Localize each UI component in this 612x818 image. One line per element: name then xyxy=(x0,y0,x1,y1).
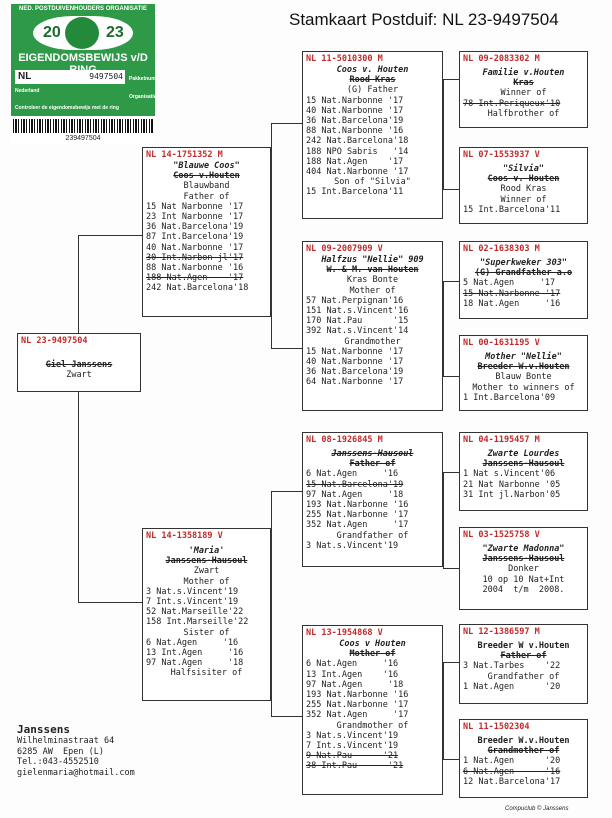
pigeon-color: Donker xyxy=(508,564,539,575)
race-result: 40 Nat.Narbonne '17 xyxy=(306,357,404,368)
ring-number: NL 07-1553937 V xyxy=(463,150,540,160)
pedigree-note: (G) Grandfather a.o xyxy=(474,268,573,279)
pigeon-box-sire-dam xyxy=(302,241,443,411)
race-result: 188 Nat.Agen '17 xyxy=(306,156,404,167)
connector-line xyxy=(443,662,444,759)
pigeon-name: Coos v. Houten xyxy=(336,65,409,75)
connector-line xyxy=(78,602,142,603)
race-result: 5 Nat.Agen '17 xyxy=(463,278,556,289)
certificate-card xyxy=(11,4,165,116)
connector-line xyxy=(443,759,459,760)
race-result: 10 op 10 Nat+Int xyxy=(482,574,565,585)
pigeon-box-ddd xyxy=(459,719,588,798)
ring-number: NL 02-1638303 M xyxy=(463,244,540,254)
race-result: 88 Nat.Narbonne '16 xyxy=(146,263,244,274)
pigeon-box-ssd xyxy=(459,147,588,224)
pigeon-color: Kras Bonte xyxy=(346,275,399,286)
race-result: 97 Nat.Agen '18 xyxy=(146,658,244,669)
race-result: 255 Nat.Narbonne '17 xyxy=(306,700,409,711)
pigeon-box-dam xyxy=(142,528,271,701)
race-result: 2004 t/m 2008. xyxy=(482,584,565,595)
pigeon-breeder: W. & M. van Houten xyxy=(326,265,419,276)
ring-number: NL 00-1631195 V xyxy=(463,338,540,348)
pigeon-breeder: Familie v.Houten xyxy=(482,68,565,78)
certificate-org: NED. POSTDUIVENHOUDERS ORGANISATIE xyxy=(19,6,147,12)
race-result: 12 Nat.Barcelona'17 xyxy=(463,776,561,787)
pigeon-box-dam-sire xyxy=(302,432,443,567)
npo-logo-icon xyxy=(65,17,99,49)
connector-line xyxy=(78,235,142,236)
ring-number: NL 09-2083302 M xyxy=(463,54,540,64)
certificate-ring-number: 9497504 xyxy=(89,72,123,81)
race-result: 13 Int.Agen '16 xyxy=(306,669,399,680)
race-result: 158 Int.Marseille'22 xyxy=(146,617,249,628)
connector-line xyxy=(443,79,459,80)
ring-number: NL 11-5010300 M xyxy=(306,54,383,64)
race-result: 242 Nat.Barcelona'18 xyxy=(146,283,249,294)
pigeon-breeder: Janssens-Hausoul xyxy=(165,556,248,567)
pigeon-breeder: Breeder W v.Houten xyxy=(477,641,570,651)
race-result: 36 Nat.Barcelona'19 xyxy=(306,367,404,378)
pigeon-breeder: Janssens-Hausoul xyxy=(482,459,565,470)
pedigree-note: Halfsisiter of xyxy=(170,668,243,679)
ring-number: NL 13-1954868 V xyxy=(306,628,383,638)
race-result: 3 Nat.s.Vincent'19 xyxy=(306,540,399,551)
race-result: 242 Nat.Barcelona'18 xyxy=(306,136,409,147)
connector-line xyxy=(443,281,444,376)
pigeon-name: "Superkweker 303" xyxy=(480,258,567,268)
race-result: 15 Nat Narbonne '17 xyxy=(146,201,244,212)
pigeon-color: Rood Kras xyxy=(500,184,547,195)
pedigree-note: Mother to winners of xyxy=(472,382,575,393)
race-result: 193 Nat.Narbonne '16 xyxy=(306,690,409,701)
pedigree-note: Mother of xyxy=(349,285,396,296)
pigeon-color: Blauwband xyxy=(183,181,230,192)
pigeon-details xyxy=(303,639,442,772)
pedigree-note: Father of xyxy=(349,459,396,470)
race-result: 1 Nat.Agen '20 xyxy=(463,756,561,767)
race-result: 6 Nat.Agen '16 xyxy=(146,637,239,648)
race-result: 255 Nat.Narbonne '17 xyxy=(306,510,409,521)
pigeon-color: Blauw Bonte xyxy=(495,372,552,383)
race-result: 87 Int.Barcelona'19 xyxy=(146,232,244,243)
pedigree-note: Grandfather of xyxy=(487,671,560,682)
pigeon-details xyxy=(303,255,442,388)
pedigree-note: Father of xyxy=(500,651,547,662)
ring-certificate xyxy=(11,4,165,145)
certificate-control-text: Controleer de eigendomsbewijs met de ring xyxy=(15,105,119,111)
pedigree-note: Mother of xyxy=(349,649,396,660)
race-result: 3 Nat.s.Vincent'19 xyxy=(146,586,239,597)
pigeon-color: Kras xyxy=(513,78,534,89)
pedigree-note: Winner of xyxy=(500,194,547,205)
race-result: 3 Nat.s.Vincent'19 xyxy=(306,730,399,741)
race-result: 64 Nat.Narbonne '17 xyxy=(306,377,404,388)
pigeon-details xyxy=(303,65,442,198)
connector-line xyxy=(78,235,79,333)
pedigree-note: Sister of xyxy=(183,627,230,638)
pigeon-color: Rood Kras xyxy=(349,75,396,86)
race-result: 30 Int.Narbon jl'17 xyxy=(146,252,244,263)
connector-line xyxy=(443,376,459,377)
race-result: 52 Nat.Marseille'22 xyxy=(146,607,244,618)
pigeon-details xyxy=(460,352,587,403)
ring-number: NL 23-9497504 xyxy=(21,336,88,346)
race-result: 36 Nat.Barcelona'19 xyxy=(306,116,404,127)
race-result: 15 Nat.Narbonne '17 xyxy=(463,288,561,299)
race-result: 57 Nat.Perpignan'16 xyxy=(306,295,404,306)
pigeon-details xyxy=(460,164,587,215)
pigeon-breeder: Coos v. Houten xyxy=(487,174,560,185)
race-result: 31 Int jl.Narbon'05 xyxy=(463,489,561,500)
pigeon-box-dsd xyxy=(459,527,588,610)
connector-line xyxy=(443,472,444,568)
race-result: 15 Nat.Narbonne '17 xyxy=(306,95,404,106)
owner-address xyxy=(17,723,197,778)
ring-number: NL 14-1751352 M xyxy=(146,150,223,160)
race-result: 1 Nat s.Vincent'06 xyxy=(463,469,556,480)
connector-line xyxy=(271,123,302,124)
race-result: 188 Nat.Agen '17 xyxy=(146,273,244,284)
race-result: 3 Nat.Tarbes '22 xyxy=(463,661,561,672)
race-result: 21 Nat Narbonne '05 xyxy=(463,479,561,490)
race-result: 6 Nat.Agen '16 xyxy=(463,766,561,777)
pigeon-details xyxy=(460,544,587,595)
race-result: 7 Int.s.Vincent'19 xyxy=(306,741,399,752)
pigeon-name: "Zwarte Madonna" xyxy=(482,544,565,554)
pedigree-note: Grandmother xyxy=(344,336,401,347)
pigeon-details xyxy=(460,68,587,119)
pigeon-box-sss xyxy=(459,51,588,128)
race-result: 97 Nat.Agen '18 xyxy=(306,489,404,500)
race-result: 15 Nat.Barcelona'19 xyxy=(306,479,404,490)
pigeon-details xyxy=(18,360,140,380)
connector-line xyxy=(78,392,79,602)
race-result: 352 Nat.Agen '17 xyxy=(306,710,409,721)
race-result: 6 Nat.Agen '16 xyxy=(306,659,399,670)
pigeon-breeder: Breeder W.v.Houten xyxy=(477,736,570,746)
pigeon-box-dss xyxy=(459,432,588,511)
page-title: Stamkaart Postduif: NL 23-9497504 xyxy=(289,10,559,29)
connector-line xyxy=(443,189,459,190)
pigeon-box-sire xyxy=(142,147,271,317)
ring-number: NL 04-1195457 M xyxy=(463,435,540,445)
pigeon-box-sds xyxy=(459,241,588,319)
pedigree-note: Son of "Silvia" xyxy=(334,177,411,188)
race-result: 78 Int.Periqueux'10 xyxy=(463,98,561,109)
race-result: 1 Nat.Agen '20 xyxy=(463,681,561,692)
connector-line xyxy=(271,491,272,716)
connector-line xyxy=(271,491,302,492)
pigeon-color: Zwart xyxy=(66,370,92,381)
race-result: 1 Int.Barcelona'09 xyxy=(463,392,556,403)
pedigree-note: Winner of xyxy=(500,88,547,99)
race-result: 40 Nat.Narbonne '17 xyxy=(146,242,244,253)
race-result: 15 Int.Barcelona'11 xyxy=(306,187,404,198)
race-result: 88 Nat.Narbonne '16 xyxy=(306,126,404,137)
pigeon-box-dds xyxy=(459,624,588,704)
certificate-organisatie: Organisatie xyxy=(129,94,157,100)
pedigree-note: Grandmother of xyxy=(336,720,409,731)
pigeon-name: Giel Janssens xyxy=(45,360,113,370)
race-result: 6 Nat.Agen '16 xyxy=(306,469,399,480)
pigeon-box-sdd xyxy=(459,335,588,411)
pigeon-breeder: Coos v.Houten xyxy=(173,171,240,182)
certificate-year-right: 23 xyxy=(106,24,124,41)
pedigree-note: (G) Father xyxy=(346,85,399,96)
pigeon-breeder: Coos v Houten xyxy=(339,639,406,649)
certificate-country: NL xyxy=(18,71,32,82)
certificate-pakket: Pakketnummer xyxy=(129,76,165,82)
certificate-ring-field xyxy=(15,70,125,84)
barcode-number: 239497504 xyxy=(65,135,101,142)
pigeon-details xyxy=(460,641,587,692)
pigeon-box-sire-sire xyxy=(302,51,443,219)
footer-credit: Compuclub © Janssens xyxy=(505,806,569,812)
pigeon-name: 'Maria' xyxy=(188,546,225,556)
ring-number: NL 03-1525758 V xyxy=(463,530,540,540)
race-result: 40 Nat.Narbonne '17 xyxy=(306,105,404,116)
race-result: 9 Nat.Pau '21 xyxy=(306,751,399,762)
race-result: 97 Nat.Agen '18 xyxy=(306,679,404,690)
pedigree-note: Grandfather of xyxy=(336,530,409,541)
race-result: 36 Nat.Barcelona'19 xyxy=(146,222,244,233)
pigeon-name: Mother "Nellie" xyxy=(485,352,562,362)
pigeon-details xyxy=(143,546,270,679)
pigeon-name: "Silvia" xyxy=(503,164,544,174)
ring-number: NL 08-1926845 M xyxy=(306,435,383,445)
pigeon-details xyxy=(460,258,587,309)
owner-city: 6285 AW Epen (L) xyxy=(17,746,104,757)
connector-line xyxy=(443,79,444,189)
race-result: 23 Int Narbonne '17 xyxy=(146,212,244,223)
ring-number: NL 09-2007909 V xyxy=(306,244,383,254)
pedigree-note: Halfbrother of xyxy=(487,108,560,119)
connector-line xyxy=(271,348,302,349)
ring-number: NL 12-1386597 M xyxy=(463,627,540,637)
race-result: 151 Nat.s.Vincent'16 xyxy=(306,306,409,317)
race-result: 13 Int.Agen '16 xyxy=(146,648,244,659)
pedigree-note: Father of xyxy=(183,191,230,202)
pigeon-name: "Blauwe Coos" xyxy=(173,161,240,171)
pigeon-details xyxy=(460,736,587,787)
certificate-nederland: Nederland xyxy=(15,88,40,94)
pigeon-color: Zwart xyxy=(193,566,220,577)
owner-email[interactable]: gielenmaria@hotmail.com xyxy=(17,767,135,778)
race-result: 38 Int.Pau '21 xyxy=(306,761,404,772)
race-result: 392 Nat.s.Vincent'14 xyxy=(306,326,409,337)
pigeon-breeder: Janssens-Hausoul xyxy=(482,554,565,565)
pigeon-details xyxy=(460,449,587,500)
barcode-icon xyxy=(13,119,153,133)
owner-street: Wilhelminastraat 64 xyxy=(17,736,115,746)
race-result: 352 Nat.Agen '17 xyxy=(306,520,409,531)
connector-line xyxy=(443,472,459,473)
connector-line xyxy=(271,123,272,348)
pigeon-name: Halfzus "Nellie" 909 xyxy=(321,255,424,265)
race-result: 15 Nat.Narbonne '17 xyxy=(306,346,404,357)
race-result: 18 Nat.Agen '16 xyxy=(463,298,561,309)
owner-name: Janssens xyxy=(17,723,70,736)
pigeon-details xyxy=(303,449,442,551)
certificate-year-left: 20 xyxy=(43,24,61,41)
ring-number: NL 14-1358189 V xyxy=(146,531,223,541)
connector-line xyxy=(443,568,459,569)
race-result: 15 Int.Barcelona'11 xyxy=(463,204,561,215)
race-result: 404 Nat.Narbonne '17 xyxy=(306,167,409,178)
certificate-ring-title: EIGENDOMSBEWIJS v/D xyxy=(18,52,148,64)
race-result: 7 Int.s.Vincent'19 xyxy=(146,597,239,608)
race-result: 193 Nat.Narbonne '16 xyxy=(306,500,409,511)
connector-line xyxy=(271,716,302,717)
pigeon-name: Zwarte Lourdes xyxy=(487,449,560,459)
race-result: 170 Nat.Pau '15 xyxy=(306,316,409,327)
pigeon-box-dam-dam xyxy=(302,625,443,795)
owner-phone: Tel.:043-4552510 xyxy=(17,757,99,767)
ring-number: NL 11-1502304 xyxy=(463,722,530,732)
pigeon-breeder: Breeder W.v.Houten xyxy=(477,362,570,373)
pigeon-details xyxy=(143,161,270,294)
pigeon-breeder: Janssens-Hausoul xyxy=(331,449,414,459)
pedigree-note: Grandmother of xyxy=(487,746,560,757)
connector-line xyxy=(443,281,459,282)
connector-line xyxy=(443,662,459,663)
pedigree-note: Mother of xyxy=(183,576,230,587)
pigeon-box-subject xyxy=(17,333,141,392)
race-result: 188 NPO Sabris '14 xyxy=(306,146,409,157)
